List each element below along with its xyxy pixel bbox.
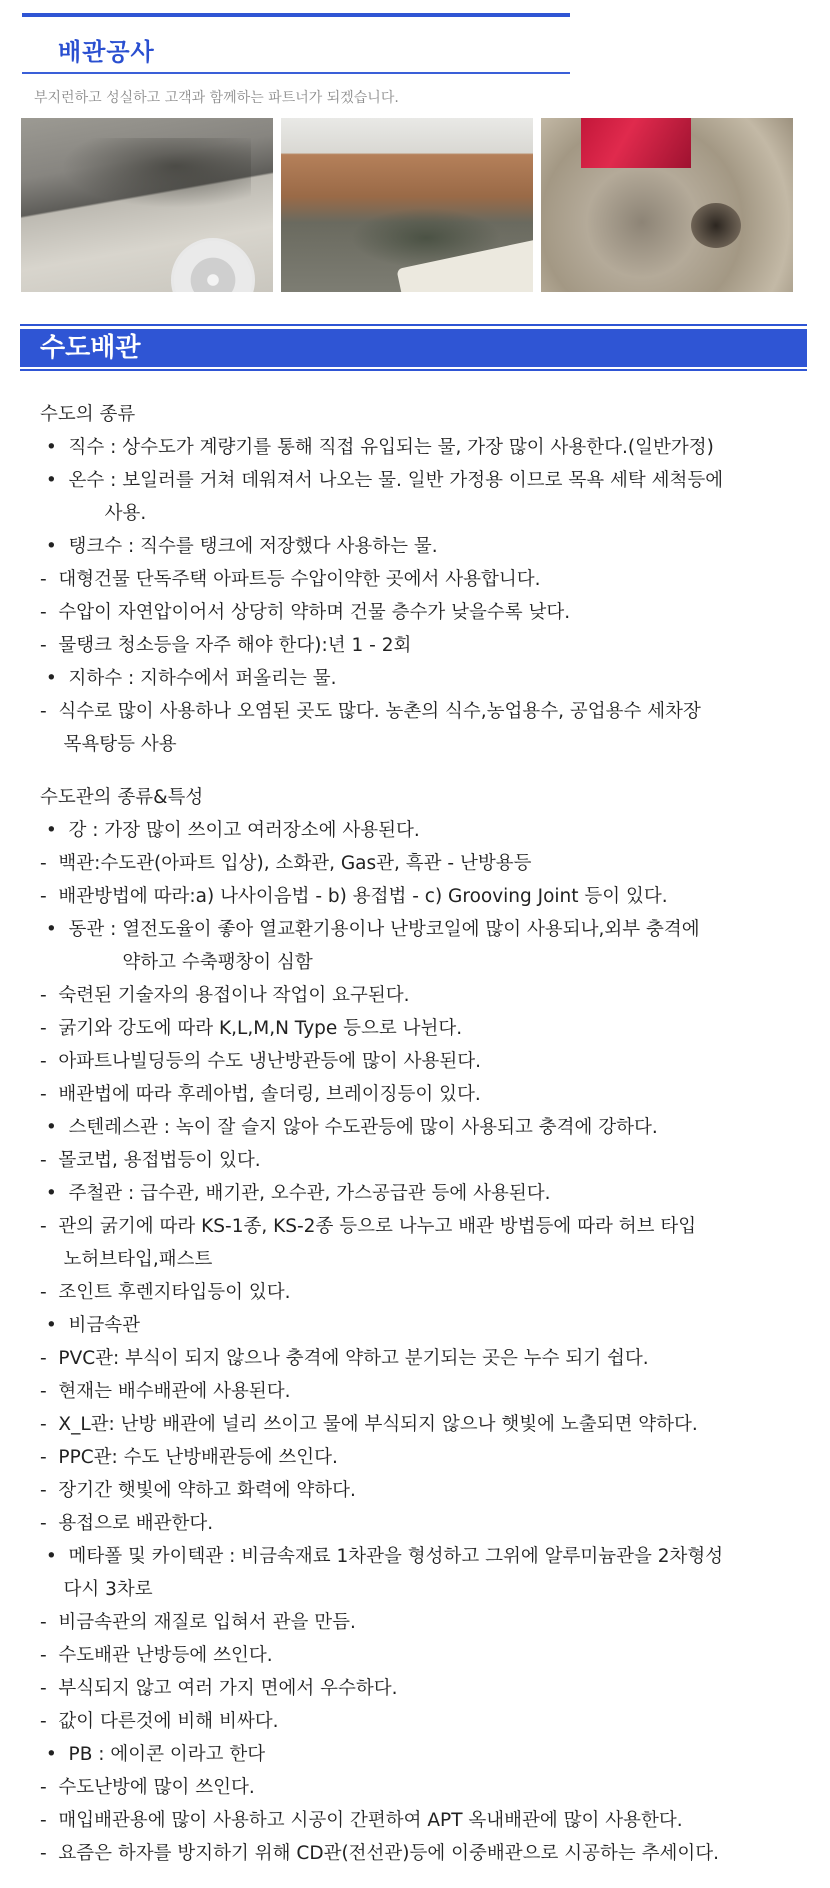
list-item: • 온수 : 보일러를 거쳐 데워져서 나오는 물. 일반 가정용 이므로 목욕 세탁 세척등에 사용.: [45, 470, 724, 524]
list-item: - 몰코법, 용접법등이 있다.: [40, 1150, 261, 1171]
photo-excavated-pipe: [541, 118, 793, 292]
list-item: • 동관 : 열전도율이 좋아 열교환기용이나 난방코일에 많이 사용되나,외부 충격에 약하고 수축팽창이 심함: [45, 919, 700, 973]
red-cloth: [581, 118, 691, 168]
list-item: • 주철관 : 급수관, 배기관, 오수관, 가스공급관 등에 사용된다.: [40, 1183, 551, 1204]
list-item: - X_L관: 난방 배관에 널리 쓰이고 물에 부식되지 않으나 햇빛에 노출되면 약하다.: [40, 1414, 698, 1435]
list-item: - 식수로 많이 사용하나 오염된 곳도 많다. 농촌의 식수,농업용수, 공업용수 세차장 목욕탕등 사용: [40, 701, 701, 755]
list-item: • 직수 : 상수도가 계량기를 통해 직접 유입되는 물, 가장 많이 사용한다.(일반가정): [40, 437, 714, 458]
list-item: - 백관:수도관(아파트 입상), 소화관, Gas관, 흑관 - 난방용등: [40, 853, 532, 874]
list-item: • 지하수 : 지하수에서 퍼올리는 물.: [40, 668, 337, 689]
list-item: - 비금속관의 재질로 입혀서 관을 만듬.: [40, 1612, 356, 1633]
list-item: • 스텐레스관 : 녹이 잘 슬지 않아 수도관등에 많이 사용되고 충격에 강하다.: [40, 1117, 658, 1138]
list-item: - 아파트나빌딩등의 수도 냉난방관등에 많이 사용된다.: [40, 1051, 482, 1072]
list-item: - 굵기와 강도에 따라 K,L,M,N Type 등으로 나뉜다.: [40, 1018, 463, 1039]
photo-moldy-ceiling: [21, 118, 273, 292]
section-pipe-types: [40, 781, 825, 1870]
banner-bottom-rule: [20, 369, 807, 371]
list-item: • 비금속관: [40, 1315, 141, 1336]
list-item: - 물탱크 청소등을 자주 해야 한다):년 1 - 2회: [40, 635, 412, 656]
section-heading: 수도의 종류: [40, 404, 136, 425]
list-item: • 메타폴 및 카이텍관 : 비금속재료 1차관을 형성하고 그위에 알루미늄관을 2차형성 다시 3차로: [45, 1546, 724, 1600]
list-item: • PB : 에이콘 이라고 한다: [40, 1744, 266, 1765]
list-item: - 부식되지 않고 여러 가지 면에서 우수하다.: [40, 1678, 398, 1699]
list-item: - 장기간 햇빛에 약하고 화력에 약하다.: [40, 1480, 356, 1501]
section-gap: [40, 761, 825, 781]
list-item: • 강 : 가장 많이 쓰이고 여러장소에 사용된다.: [40, 820, 420, 841]
banner-title: 수도배관: [40, 333, 141, 363]
header-top-rule: [22, 13, 570, 17]
list-item: - 매입배관용에 많이 사용하고 시공이 간편하여 APT 옥내배관에 많이 사용한다.: [40, 1810, 683, 1831]
photo-damp-floor: [281, 118, 533, 292]
pipe-hole: [691, 203, 741, 248]
list-item: - 조인트 후렌지타입등이 있다.: [40, 1282, 291, 1303]
list: [40, 814, 825, 1870]
tagline: 부지런하고 성실하고 고객과 함께하는 파트너가 되겠습니다.: [34, 90, 399, 106]
list-item: - 용접으로 배관한다.: [40, 1513, 214, 1534]
page-title: 배관공사: [58, 38, 155, 66]
list-item: - PPC관: 수도 난방배관등에 쓰인다.: [40, 1447, 338, 1468]
list-item: - 수도배관 난방등에 쓰인다.: [40, 1645, 273, 1666]
section-heading: 수도관의 종류&특성: [40, 787, 204, 808]
section-water-types: [40, 398, 825, 761]
list-item: - 값이 다른것에 비해 비싸다.: [40, 1711, 279, 1732]
title-underline: [22, 72, 570, 74]
mold-stain: [61, 138, 251, 208]
electric-fan: [171, 238, 255, 292]
list-item: - 요즘은 하자를 방지하기 위해 CD관(전선관)등에 이중배관으로 시공하는 추세이다.: [40, 1843, 719, 1864]
list-item: - 수압이 자연압이어서 상당히 약하며 건물 층수가 낮을수록 낮다.: [40, 602, 571, 623]
content-body: [40, 398, 825, 1870]
list-item: - 대형건물 단독주택 아파트등 수압이약한 곳에서 사용합니다.: [40, 569, 541, 590]
list-item: - 숙련된 기술자의 용접이나 작업이 요구된다.: [40, 985, 410, 1006]
list-item: • 탱크수 : 직수를 탱크에 저장했다 사용하는 물.: [40, 536, 438, 557]
section-banner: [20, 329, 807, 367]
list-item: - 배관법에 따라 후레아법, 솔더링, 브레이징등이 있다.: [40, 1084, 481, 1105]
list-item: - 현재는 배수배관에 사용된다.: [40, 1381, 291, 1402]
banner-top-rule: [20, 324, 807, 326]
list-item: - 수도난방에 많이 쓰인다.: [40, 1777, 255, 1798]
list: [40, 431, 825, 761]
list-item: - 배관방법에 따라:a) 나사이음법 - b) 용접법 - c) Grooving Joint 등이 있다.: [40, 886, 668, 907]
list-item: - 관의 굵기에 따라 KS-1종, KS-2종 등으로 나누고 배관 방법등에 따라 허브 타입 노허브타입,패스트: [40, 1216, 697, 1270]
list-item: - PVC관: 부식이 되지 않으나 충격에 약하고 분기되는 곳은 누수 되기 쉽다.: [40, 1348, 649, 1369]
